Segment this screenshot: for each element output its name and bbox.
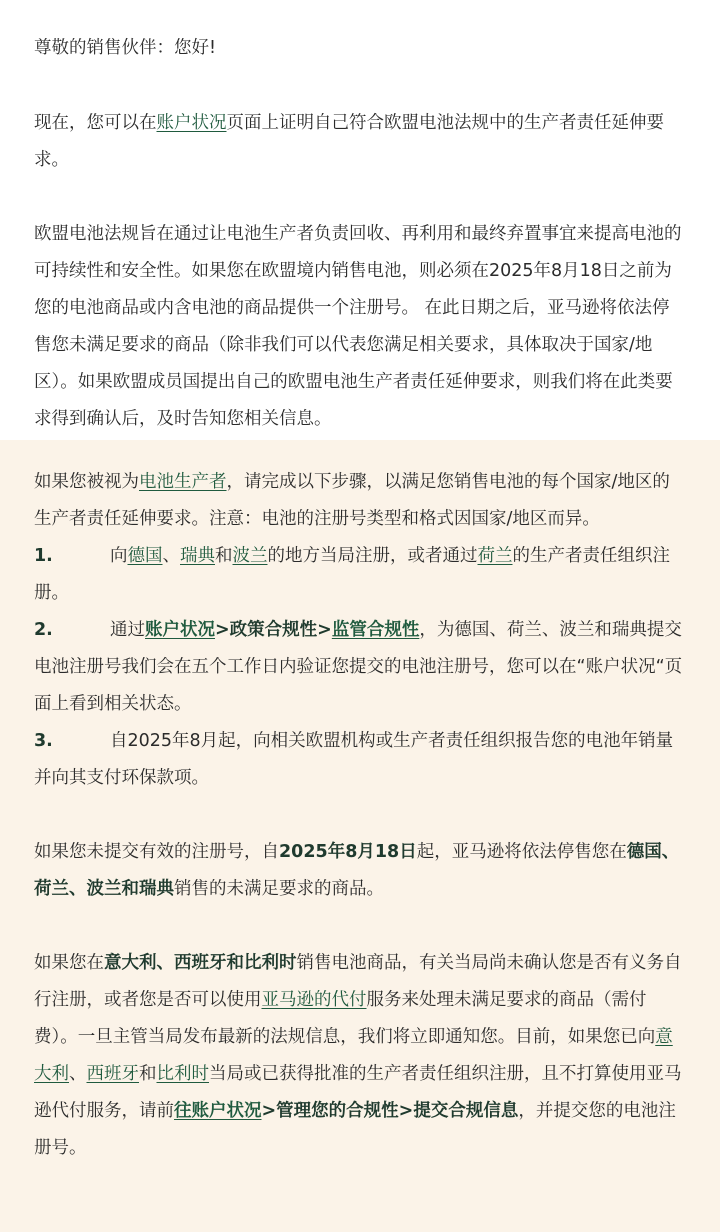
amazon-agent-link[interactable]: 亚马逊的代付 [261, 990, 367, 1010]
italy-link[interactable]: 意大利 [34, 1027, 673, 1084]
germany-link[interactable]: 德国 [127, 546, 163, 566]
highlight-section [0, 440, 720, 1232]
regulatory-compliance-link[interactable]: 监管合规性 [331, 620, 420, 640]
battery-producer-link[interactable]: 电池生产者 [139, 472, 227, 492]
paragraph-account-status [34, 105, 686, 179]
navigation-path: >管理您的合规性>提交合规信息 [261, 1101, 519, 1121]
text: 当局或已获得批准的生产者责任组织注册，且不打算使用亚马逊代付服务，请前 [34, 1064, 682, 1121]
poland-link[interactable]: 波兰 [232, 546, 268, 566]
text: 和 [215, 546, 233, 566]
text: 向 [110, 546, 128, 566]
step-number: 2. [34, 620, 53, 640]
text: 的生产者责任组织注册。 [34, 546, 670, 603]
countries-list: 德国、荷兰、波兰和瑞典 [34, 842, 680, 899]
paragraph-producer-intro [34, 464, 686, 538]
text: 销售的未满足要求的商品。 [174, 879, 384, 899]
account-status-link[interactable]: 账户状况 [145, 620, 215, 640]
step-3 [34, 723, 686, 797]
text: 如果您在 [34, 953, 104, 973]
spain-link[interactable]: 西班牙 [86, 1064, 139, 1084]
step-1 [34, 538, 686, 612]
text: 页面上证明自己符合欧盟电池法规中的生产者责任延伸要求。 [34, 113, 664, 170]
text: 如果您被视为 [34, 472, 139, 492]
account-status-link[interactable]: 账户状况 [156, 113, 227, 133]
paragraph-eu-regulation: 欧盟电池法规旨在通过让电池生产者负责回收、再利用和最终弃置事宜来提高电池的可持续性和安全性。如果您在欧盟境内销售电池，则必须在2025年8月18日之前为您的电池商品或内含电池的商品提供一个注册号。 在此日期之后，亚马逊将依法停售您未满足要求的商品（除非我们可以代表您满足相关要求，具体取决于国家/地区）。如果欧盟成员国提出自己的欧盟电池生产者责任延伸要求，则我们将在此类要求得到确认后，及时告知您相关信息。 [34, 224, 682, 429]
account-status-link[interactable]: 往账户状况 [174, 1101, 262, 1121]
text: 服务来处理未满足要求的商品（需付费）。一旦主管当局发布最新的法规信息，我们将立即通知您。目前，如果您已向 [34, 990, 656, 1047]
text: >政策合规性> [215, 620, 332, 640]
sweden-link[interactable]: 瑞典 [180, 546, 215, 566]
text: 、 [162, 546, 180, 566]
text: 现在，您可以在 [34, 113, 157, 133]
text: ，为德国、荷兰、波兰和瑞典提交电池注册号我们会在五个工作日内验证您提交的电池注册号，您可以在“账户状况“页面上看到相关状态。 [34, 620, 683, 714]
text: 如果您未提交有效的注册号，自 [34, 842, 279, 862]
paragraph-deadline [34, 834, 686, 908]
text: 和 [139, 1064, 157, 1084]
text: 通过 [110, 620, 145, 640]
greeting: 尊敬的销售伙伴：您好! [34, 38, 217, 58]
text: 、 [69, 1064, 87, 1084]
belgium-link[interactable]: 比利时 [156, 1064, 209, 1084]
netherlands-link[interactable]: 荷兰 [477, 546, 513, 566]
text: 的地方当局注册，或者通过 [267, 546, 478, 566]
text: 自2025年8月起，向相关欧盟机构或生产者责任组织报告您的电池年销量并向其支付环保款项。 [34, 731, 674, 788]
deadline-date: 2025年8月18日 [279, 842, 417, 862]
top-section [0, 0, 720, 440]
text: ，并提交您的电池注册号。 [34, 1101, 676, 1158]
text: ，请完成以下步骤，以满足您销售电池的每个国家/地区的生产者责任延伸要求。注意：电池的注册号类型和格式因国家/地区而异。 [34, 472, 670, 529]
text: 起，亚马逊将依法停售您在 [416, 842, 627, 862]
step-number: 3. [34, 731, 53, 751]
paragraph-italy-spain-belgium [34, 945, 686, 1167]
countries-list: 意大利、西班牙和比利时 [104, 953, 297, 973]
step-number: 1. [34, 546, 53, 566]
text: 销售电池商品，有关当局尚未确认您是否有义务自行注册，或者您是否可以使用 [34, 953, 682, 1010]
step-2 [34, 612, 686, 723]
